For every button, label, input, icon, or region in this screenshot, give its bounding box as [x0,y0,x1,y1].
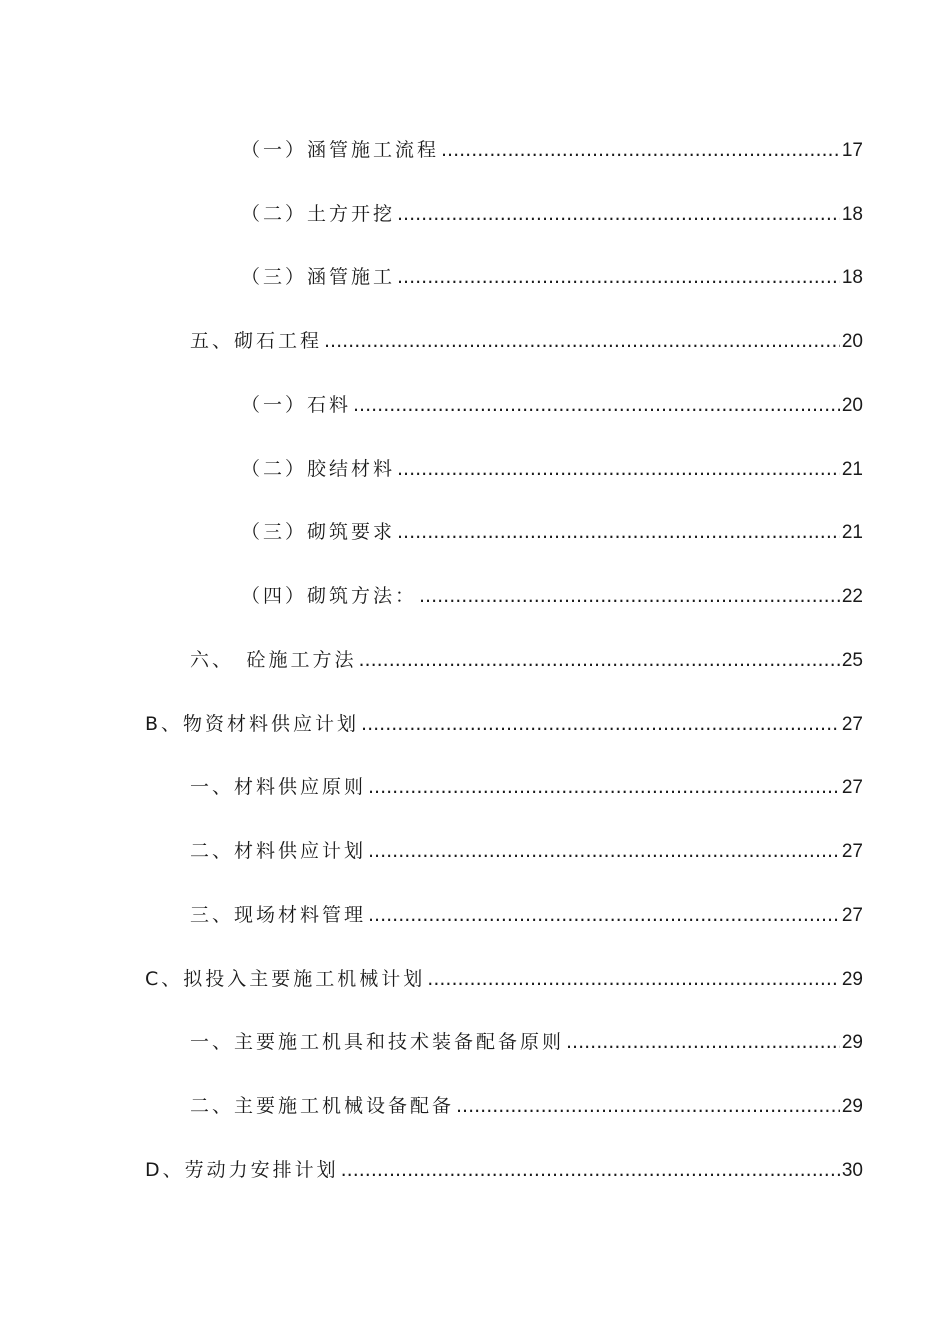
toc-page-number: 18 [841,204,863,225]
toc-entry[interactable] [241,135,863,165]
toc-entry[interactable] [190,1027,863,1057]
toc-entry-title: B、物资材料供应计划 [145,713,360,735]
toc-dot-leader [341,1155,840,1185]
toc-entry-title: 二、材料供应计划 [190,840,367,862]
toc-entry-title: （二）胶结材料 [241,458,396,480]
toc-page-number: 27 [841,714,863,735]
toc-page-number: 27 [841,841,863,862]
toc-entry-title: 五、砌石工程 [190,330,323,352]
toc-dot-leader [368,836,840,866]
toc-entry[interactable] [241,262,863,292]
toc-entry-title: 二、主要施工机械设备配备 [190,1095,455,1117]
toc-dot-leader [397,199,840,229]
toc-page-number: 21 [841,522,863,543]
toc-entry-title: （二）土方开挖 [241,203,396,225]
toc-dot-leader [427,964,840,994]
toc-dot-leader [361,709,840,739]
toc-dot-leader [353,390,840,420]
toc-entry-title: D、劳动力安排计划 [145,1159,339,1181]
toc-dot-leader [368,900,840,930]
toc-dot-leader [397,262,840,292]
toc-page-number: 22 [841,586,863,607]
toc-page-number: 18 [841,267,863,288]
toc-entry[interactable] [190,836,863,866]
toc-page-number: 27 [841,905,863,926]
toc-dot-leader [397,454,840,484]
toc-entry[interactable] [241,517,863,547]
toc-entry-title: （三）砌筑要求 [241,521,396,543]
toc-page-number: 29 [841,969,863,990]
toc-entry[interactable] [190,326,863,356]
toc-page-number: 25 [841,650,863,671]
toc-entry-title: （一）涵管施工流程 [241,139,440,161]
toc-dot-leader [368,772,840,802]
toc-page-number: 21 [841,459,863,480]
toc-entry[interactable] [190,1091,863,1121]
toc-entry-title: （一）石料 [241,394,352,416]
toc-page-number: 29 [841,1096,863,1117]
toc-dot-leader [359,645,840,675]
toc-entry[interactable] [241,390,863,420]
toc-entry-title: （三）涵管施工 [241,266,396,288]
toc-entry[interactable] [241,454,863,484]
toc-page-number: 20 [841,395,863,416]
toc-page-number: 30 [841,1160,863,1181]
toc-entry[interactable] [190,645,863,675]
toc-entry[interactable] [241,199,863,229]
toc-page-number: 27 [841,777,863,798]
toc-entry-title: C、拟投入主要施工机械计划 [145,968,426,990]
toc-entry[interactable] [145,1155,863,1185]
toc-dot-leader [324,326,840,356]
toc-entry-title: 三、现场材料管理 [190,904,367,926]
toc-dot-leader [441,135,840,165]
toc-entry-title: 一、材料供应原则 [190,776,367,798]
toc-dot-leader [456,1091,840,1121]
toc-entry[interactable] [241,581,863,611]
toc-entry[interactable] [190,900,863,930]
toc-entry-title: 六、 砼施工方法 [190,649,357,671]
toc-dot-leader [566,1027,840,1057]
toc-entry[interactable] [145,709,863,739]
toc-entry[interactable] [145,964,863,994]
toc-entry[interactable] [190,772,863,802]
toc-dot-leader [397,517,840,547]
toc-entry-title: （四）砌筑方法： [241,585,418,607]
toc-page-number: 20 [841,331,863,352]
toc-dot-leader [419,581,840,611]
toc-page-number: 29 [841,1032,863,1053]
toc-page-number: 17 [841,140,863,161]
toc-entry-title: 一、主要施工机具和技术装备配备原则 [190,1031,565,1053]
